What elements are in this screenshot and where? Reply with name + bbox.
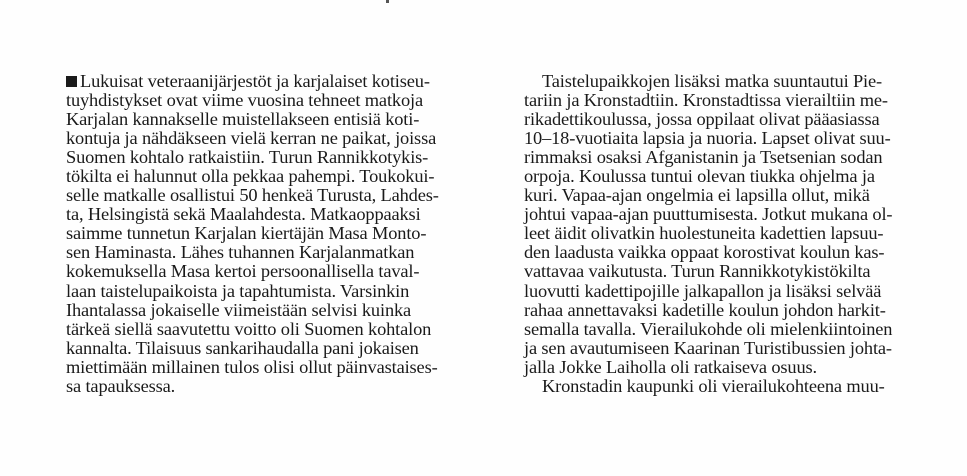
text-line: ja sen avautumiseen Kaarinan Turistibussien johta- (524, 337, 892, 358)
text-line: tariin ja Kronstadtiin. Kronstadtissa vierailtiin me- (524, 90, 888, 111)
text-line: rikadettikoulussa, jossa oppilaat olivat pääasiassa (524, 109, 880, 130)
text-line: johtui vapaa-ajan puuttumisesta. Jotkut mukana ol- (524, 204, 893, 225)
text-line: leet äidit olivatkin huolestuneita kadettien lapsuu- (524, 223, 884, 244)
text-line: Lukuisat veteraanijärjestöt ja karjalaiset kotiseu- (66, 72, 498, 91)
article-column-right (524, 72, 916, 396)
article-column-left (66, 72, 498, 396)
text-line: 10–18-vuotiaita lapsia ja nuoria. Lapset olivat suu- (524, 128, 891, 149)
text-line: vattavaa vaikutusta. Turun Rannikkotykistökilta (524, 261, 871, 282)
text-line: jalla Jokke Laiholla oli ratkaiseva osuus. (524, 356, 817, 377)
text-line: rimmaksi osaksi Afganistanin ja Tsetsenian sodan (524, 147, 883, 168)
text-line: Suomen kohtalo ratkaistiin. Turun Rannikkotykis- (66, 147, 429, 168)
text-line: Ihantalassa jokaiselle viimeistään selvisi kuinka (66, 299, 412, 320)
text-line: sen Haminasta. Lähes tuhannen Karjalanmatkan (66, 242, 415, 263)
text-line: sa tapauksessa. (66, 375, 176, 396)
text-line: Karjalan kannakselle muistellakseen entisiä koti- (66, 109, 420, 130)
text-line: kontuja ja nähdäkseen vielä kerran ne paikat, joissa (66, 128, 437, 149)
paragraph-bullet-icon (66, 76, 77, 87)
text-line: orpoja. Koulussa tuntui olevan tiukka ohjelma ja (524, 166, 875, 187)
text-line: kannalta. Tilaisuus sankarihaudalla pani jokaisen (66, 337, 419, 358)
text-line: rahaa annettavaksi kadetille koulun johdon harkit- (524, 299, 886, 320)
text-line: den laadusta vaikka oppaat korostivat koulun kas- (524, 242, 885, 263)
text-line: saimme tunnetun Karjalan kiertäjän Masa Monto- (66, 223, 427, 244)
text-line: kokemuksella Masa kertoi persoonallisella taval- (66, 261, 420, 282)
scan-speck (386, 0, 389, 3)
text-line: luovutti kadettipojille jalkapallon ja lisäksi selvää (524, 280, 882, 301)
text-line: selle matkalle osallistui 50 henkeä Turusta, Lahdes- (66, 185, 439, 206)
text-line: Taistelupaikkojen lisäksi matka suuntautui Pie- (542, 71, 883, 91)
text-line: laan taistelupaikoista ja tapahtumista. Varsinkin (66, 280, 410, 301)
text-line: semalla tavalla. Vierailukohde oli mielenkiintoinen (524, 318, 893, 339)
text-line: miettimään millainen tulos olisi ollut päinvastaises- (66, 356, 438, 377)
text-line: tärkeä siellä saavutettu voitto oli Suomen kohtalon (66, 318, 432, 339)
text-line: tuyhdistykset ovat viime vuosina tehneet matkoja (66, 90, 423, 111)
text-line: ta, Helsingistä sekä Maalahdesta. Matkaoppaaksi (66, 204, 421, 225)
text-line: tökilta ei halunnut olla pekkaa pahempi. Toukokui- (66, 166, 435, 187)
text-line: Kronstadin kaupunki oli vierailukohteena muu- (542, 375, 885, 396)
text-line: kuri. Vapaa-ajan ongelmia ei lapsilla ollut, mikä (524, 185, 870, 206)
